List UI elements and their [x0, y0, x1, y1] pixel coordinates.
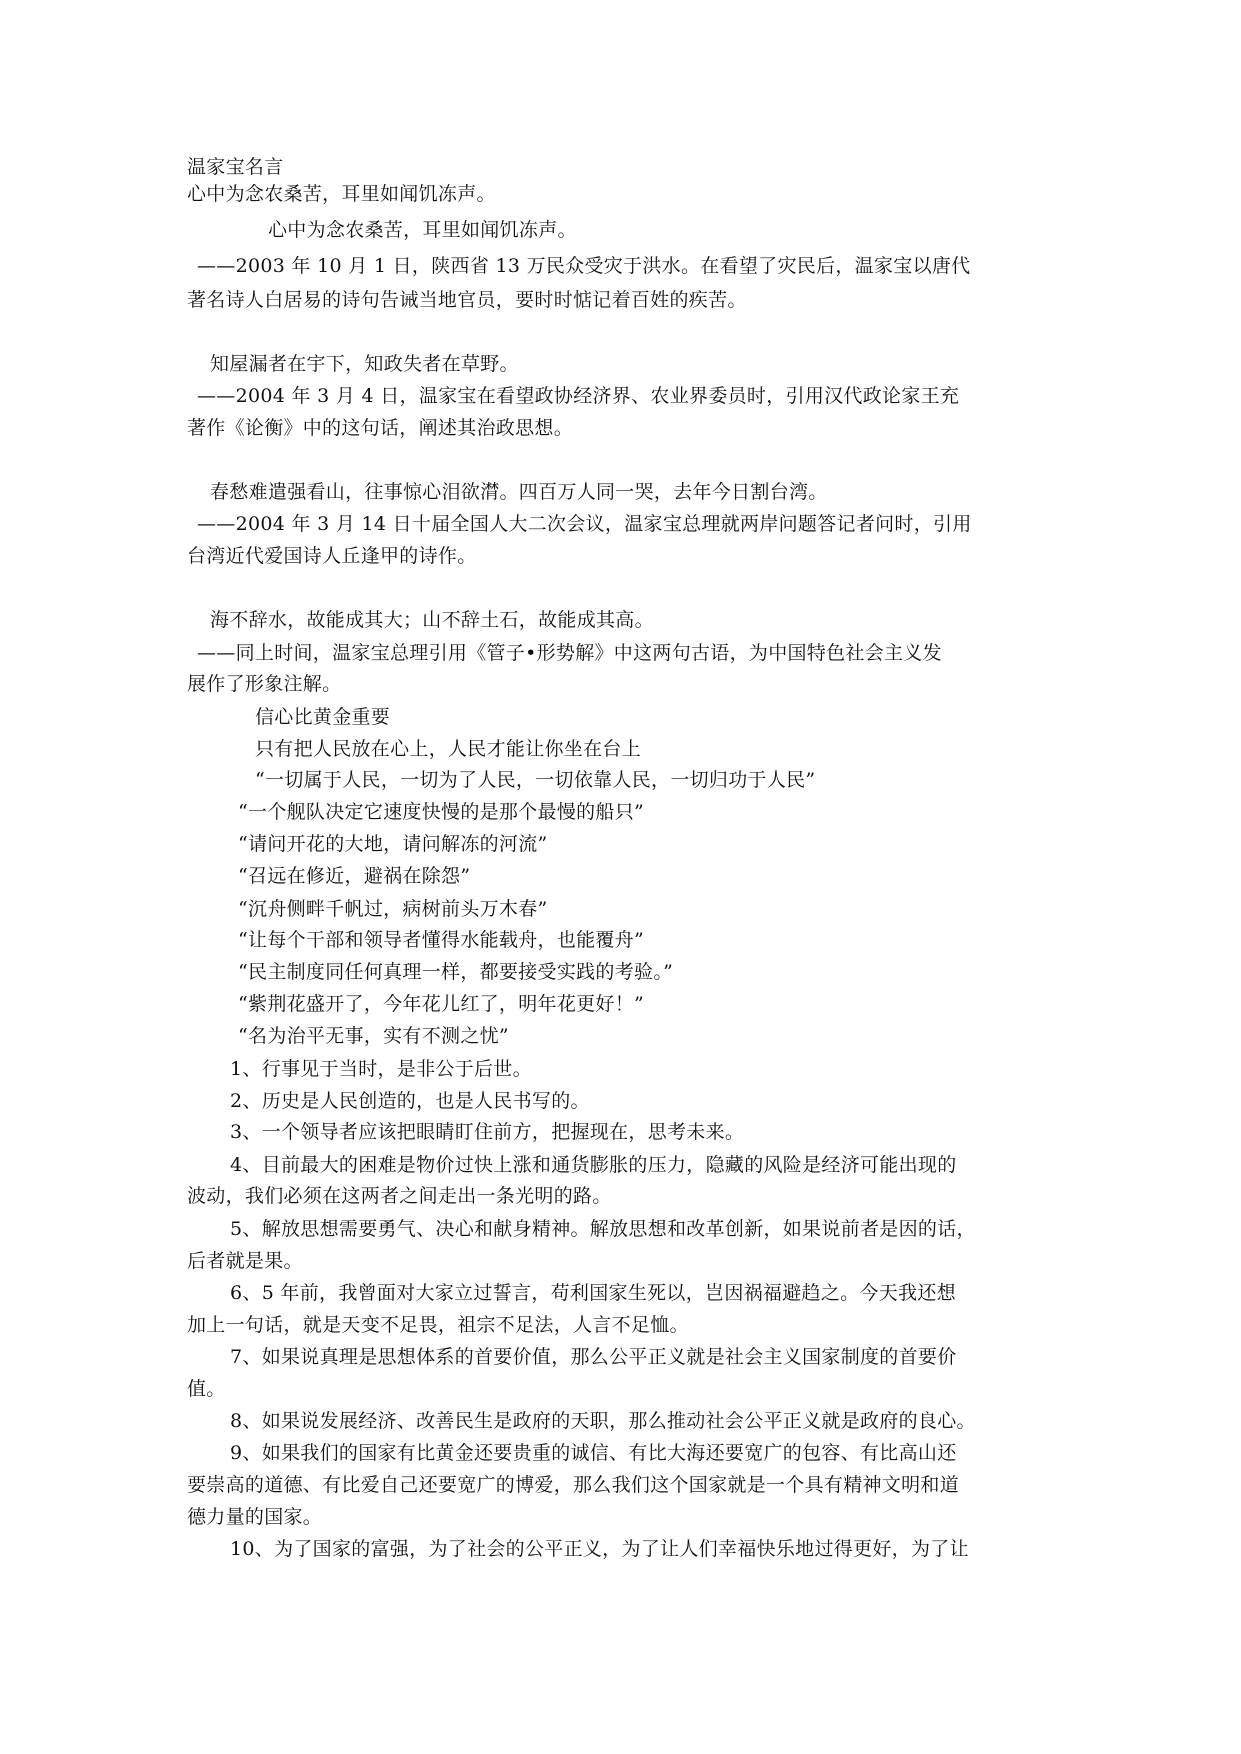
text-line: 德力量的国家。: [187, 1506, 323, 1528]
numbered-item: 4、目前最大的困难是物价过快上涨和通货膨胀的压力，隐藏的风险是经济可能出现的: [230, 1154, 957, 1176]
numbered-item: 5、解放思想需要勇气、决心和献身精神。解放思想和改革创新，如果说前者是因的话，: [230, 1218, 976, 1240]
numbered-item: 6、5 年前，我曾面对大家立过誓言，苟利国家生死以，岂因祸福避趋之。今天我还想: [230, 1282, 956, 1304]
numbered-item: 7、如果说真理是思想体系的首要价值，那么公平正义就是社会主义国家制度的首要价: [230, 1346, 957, 1368]
text-line: 展作了形象注解。: [187, 673, 342, 695]
text-line: 台湾近代爱国诗人丘逢甲的诗作。: [187, 545, 477, 567]
text-line: 信心比黄金重要: [255, 706, 391, 728]
numbered-item: 1、行事见于当时，是非公于后世。: [230, 1058, 532, 1080]
text-line: “一个舰队决定它速度快慢的是那个最慢的船只”: [238, 801, 645, 823]
text-line: 后者就是果。: [187, 1250, 303, 1272]
text-line: 值。: [187, 1378, 226, 1400]
text-line: 心中为念农桑苦，耳里如闻饥冻声。: [268, 219, 577, 241]
text-line: ——2003 年 10 月 1 日，陕西省 13 万民众受灾于洪水。在看望了灾民后，温家宝以唐代: [197, 255, 971, 277]
numbered-item: 9、如果我们的国家有比黄金还要贵重的诚信、有比大海还要宽广的包容、有比高山还: [230, 1442, 957, 1464]
text-line: 心中为念农桑苦，耳里如闻饥冻声。: [187, 183, 496, 205]
text-line: ——2004 年 3 月 4 日，温家宝在看望政协经济界、农业界委员时，引用汉代政论家王充: [197, 385, 960, 407]
text-line: 著作《论衡》中的这句话，阐述其治政思想。: [187, 417, 574, 439]
document-title: 温家宝名言: [187, 156, 284, 178]
text-line: 加上一句话，就是天变不足畏，祖宗不足法，人言不足恤。: [187, 1314, 689, 1336]
numbered-item: 10、为了国家的富强，为了社会的公平正义，为了让人们幸福快乐地过得更好，为了让: [230, 1538, 969, 1560]
text-line: ——同上时间，温家宝总理引用《管子•形势解》中这两句古语，为中国特色社会主义发: [197, 642, 942, 664]
text-line: ——2004 年 3 月 14 日十届全国人大二次会议，温家宝总理就两岸问题答记者问时，引用: [197, 513, 972, 535]
text-line: 海不辞水，故能成其大；山不辞土石，故能成其高。: [210, 609, 654, 631]
text-line: “沉舟侧畔千帆过，病树前头万木春”: [238, 898, 548, 920]
text-line: “请问开花的大地，请问解冻的河流”: [238, 833, 548, 855]
text-line: “一切属于人民，一切为了人民，一切依靠人民，一切归功于人民”: [255, 769, 816, 791]
numbered-item: 2、历史是人民创造的，也是人民书写的。: [230, 1090, 590, 1112]
text-line: 波动，我们必须在这两者之间走出一条光明的路。: [187, 1185, 612, 1207]
numbered-item: 8、如果说发展经济、改善民生是政府的天职，那么推动社会公平正义就是政府的良心。: [230, 1410, 976, 1432]
text-line: “紫荆花盛开了，今年花儿红了，明年花更好！”: [238, 993, 645, 1015]
text-line: 春愁难遣强看山，往事惊心泪欲潸。四百万人同一哭，去年今日割台湾。: [210, 481, 828, 503]
text-line: “让每个干部和领导者懂得水能载舟，也能覆舟”: [238, 929, 645, 951]
text-line: 知屋漏者在宇下，知政失者在草野。: [210, 353, 519, 375]
text-line: 著名诗人白居易的诗句告诫当地官员，要时时惦记着百姓的疾苦。: [187, 289, 747, 311]
text-line: “召远在修近，避祸在除怨”: [238, 865, 471, 887]
text-line: 只有把人民放在心上，人民才能让你坐在台上: [255, 738, 642, 760]
text-line: “民主制度同任何真理一样，都要接受实践的考验。”: [238, 961, 674, 983]
text-line: 要崇高的道德、有比爱自己还要宽广的博爱，那么我们这个国家就是一个具有精神文明和道: [187, 1474, 960, 1496]
text-line: “名为治平无事，实有不测之忧”: [238, 1025, 509, 1047]
numbered-item: 3、一个领导者应该把眼睛盯住前方，把握现在，思考未来。: [230, 1121, 745, 1143]
